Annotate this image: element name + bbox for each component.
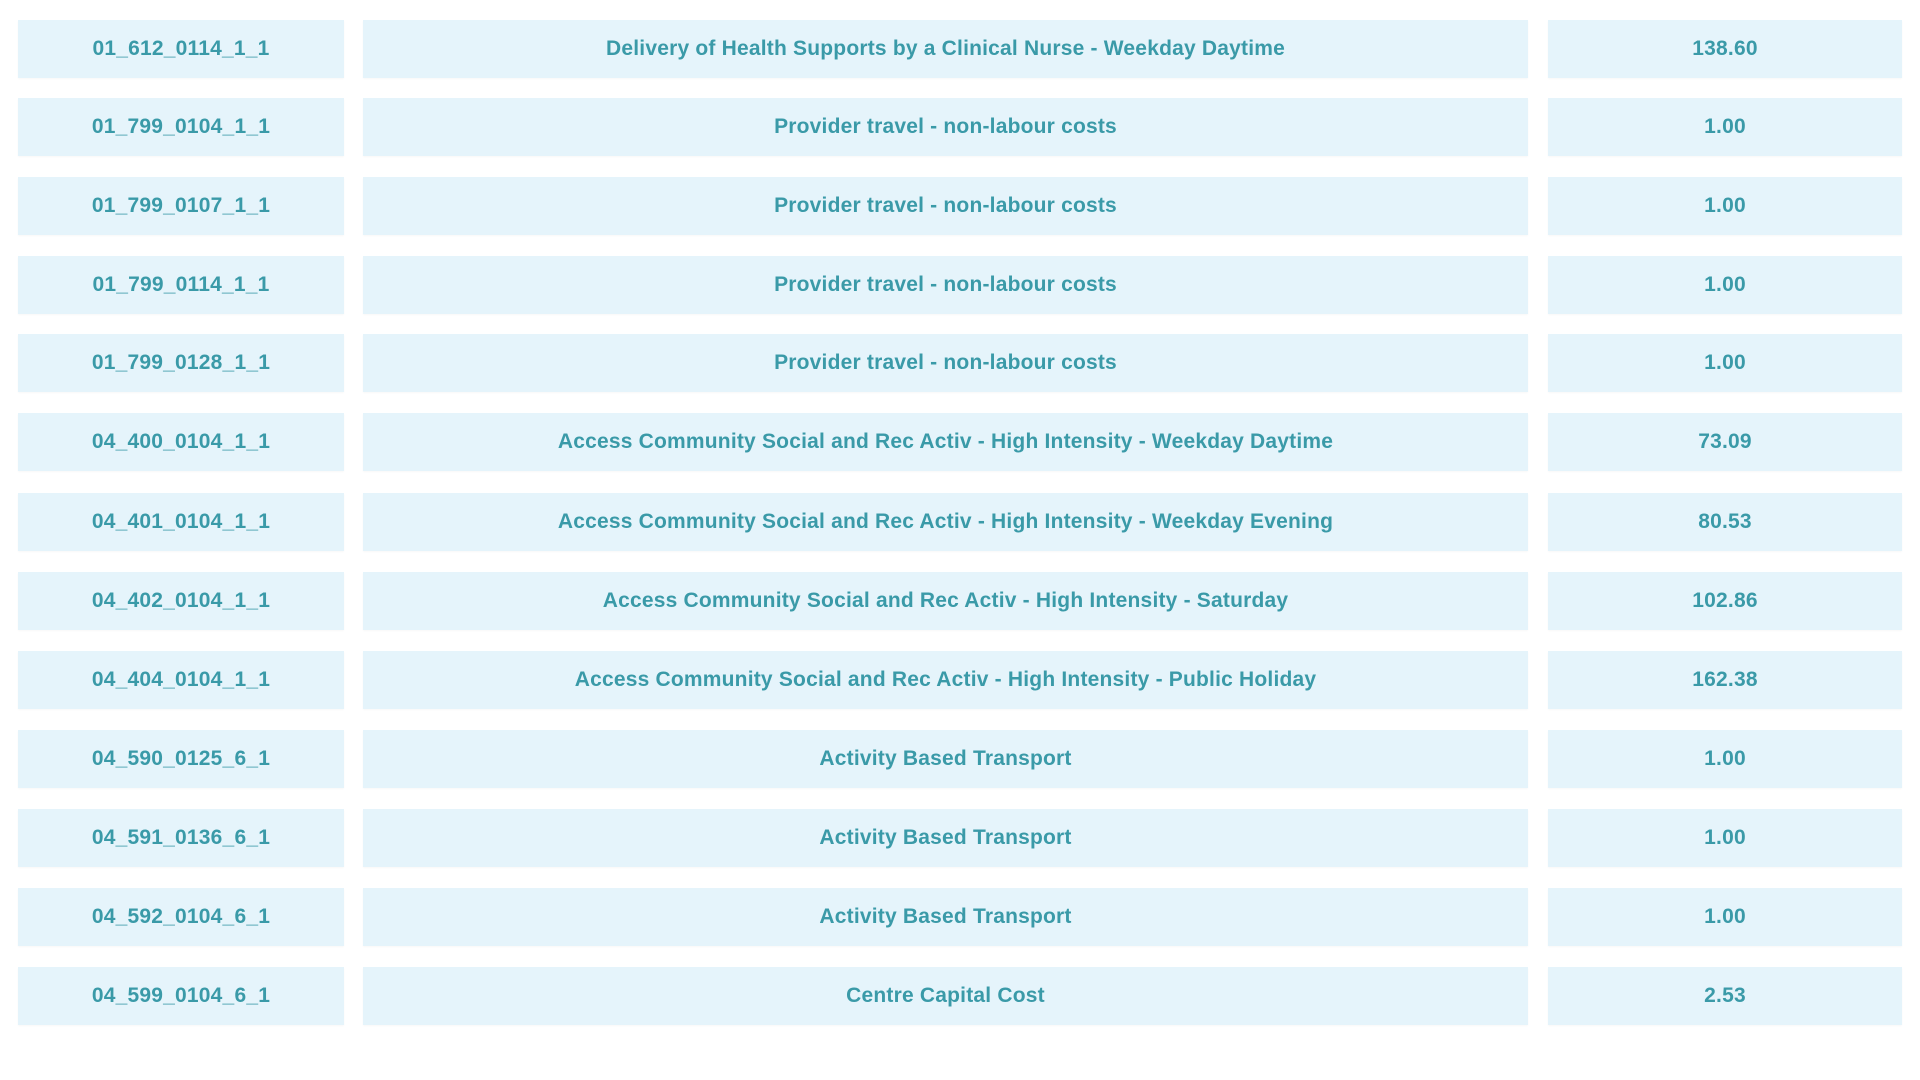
table-row xyxy=(0,20,1920,80)
item-code-cell: 01_612_0114_1_1 xyxy=(18,20,344,78)
item-price-cell: 1.00 xyxy=(1548,730,1902,788)
item-description-cell: Delivery of Health Supports by a Clinical Nurse - Weekday Daytime xyxy=(363,20,1528,78)
table-row xyxy=(0,967,1920,1027)
item-price-cell: 102.86 xyxy=(1548,572,1902,630)
item-description-cell: Provider travel - non-labour costs xyxy=(363,334,1528,392)
item-code-cell: 01_799_0114_1_1 xyxy=(18,256,344,314)
item-price-cell: 1.00 xyxy=(1548,809,1902,867)
item-price-cell: 1.00 xyxy=(1548,256,1902,314)
item-description-cell: Access Community Social and Rec Activ - High Intensity - Weekday Evening xyxy=(363,493,1528,551)
table-row xyxy=(0,98,1920,158)
table-row xyxy=(0,809,1920,869)
item-code-cell: 04_400_0104_1_1 xyxy=(18,413,344,471)
item-code-cell: 01_799_0128_1_1 xyxy=(18,334,344,392)
table-row xyxy=(0,651,1920,711)
item-code-cell: 01_799_0107_1_1 xyxy=(18,177,344,235)
item-price-cell: 80.53 xyxy=(1548,493,1902,551)
item-price-cell: 1.00 xyxy=(1548,98,1902,156)
item-price-cell: 73.09 xyxy=(1548,413,1902,471)
item-code-cell: 04_402_0104_1_1 xyxy=(18,572,344,630)
item-code-cell: 01_799_0104_1_1 xyxy=(18,98,344,156)
item-code-cell: 04_592_0104_6_1 xyxy=(18,888,344,946)
table-row xyxy=(0,572,1920,632)
item-description-cell: Provider travel - non-labour costs xyxy=(363,177,1528,235)
table-row xyxy=(0,493,1920,553)
item-code-cell: 04_401_0104_1_1 xyxy=(18,493,344,551)
item-description-cell: Access Community Social and Rec Activ - High Intensity - Public Holiday xyxy=(363,651,1528,709)
item-code-cell: 04_591_0136_6_1 xyxy=(18,809,344,867)
item-description-cell: Activity Based Transport xyxy=(363,730,1528,788)
item-code-cell: 04_590_0125_6_1 xyxy=(18,730,344,788)
item-description-cell: Access Community Social and Rec Activ - High Intensity - Saturday xyxy=(363,572,1528,630)
item-description-cell: Access Community Social and Rec Activ - High Intensity - Weekday Daytime xyxy=(363,413,1528,471)
item-price-cell: 1.00 xyxy=(1548,334,1902,392)
table-row xyxy=(0,256,1920,316)
item-code-cell: 04_404_0104_1_1 xyxy=(18,651,344,709)
item-price-cell: 1.00 xyxy=(1548,888,1902,946)
table-row xyxy=(0,413,1920,473)
table-row xyxy=(0,177,1920,237)
item-code-cell: 04_599_0104_6_1 xyxy=(18,967,344,1025)
item-price-cell: 1.00 xyxy=(1548,177,1902,235)
table-row xyxy=(0,730,1920,790)
item-description-cell: Activity Based Transport xyxy=(363,809,1528,867)
table-row xyxy=(0,888,1920,948)
table-row xyxy=(0,334,1920,394)
item-price-cell: 162.38 xyxy=(1548,651,1902,709)
item-description-cell: Provider travel - non-labour costs xyxy=(363,256,1528,314)
item-price-cell: 2.53 xyxy=(1548,967,1902,1025)
item-description-cell: Centre Capital Cost xyxy=(363,967,1528,1025)
item-description-cell: Provider travel - non-labour costs xyxy=(363,98,1528,156)
item-description-cell: Activity Based Transport xyxy=(363,888,1528,946)
item-price-cell: 138.60 xyxy=(1548,20,1902,78)
